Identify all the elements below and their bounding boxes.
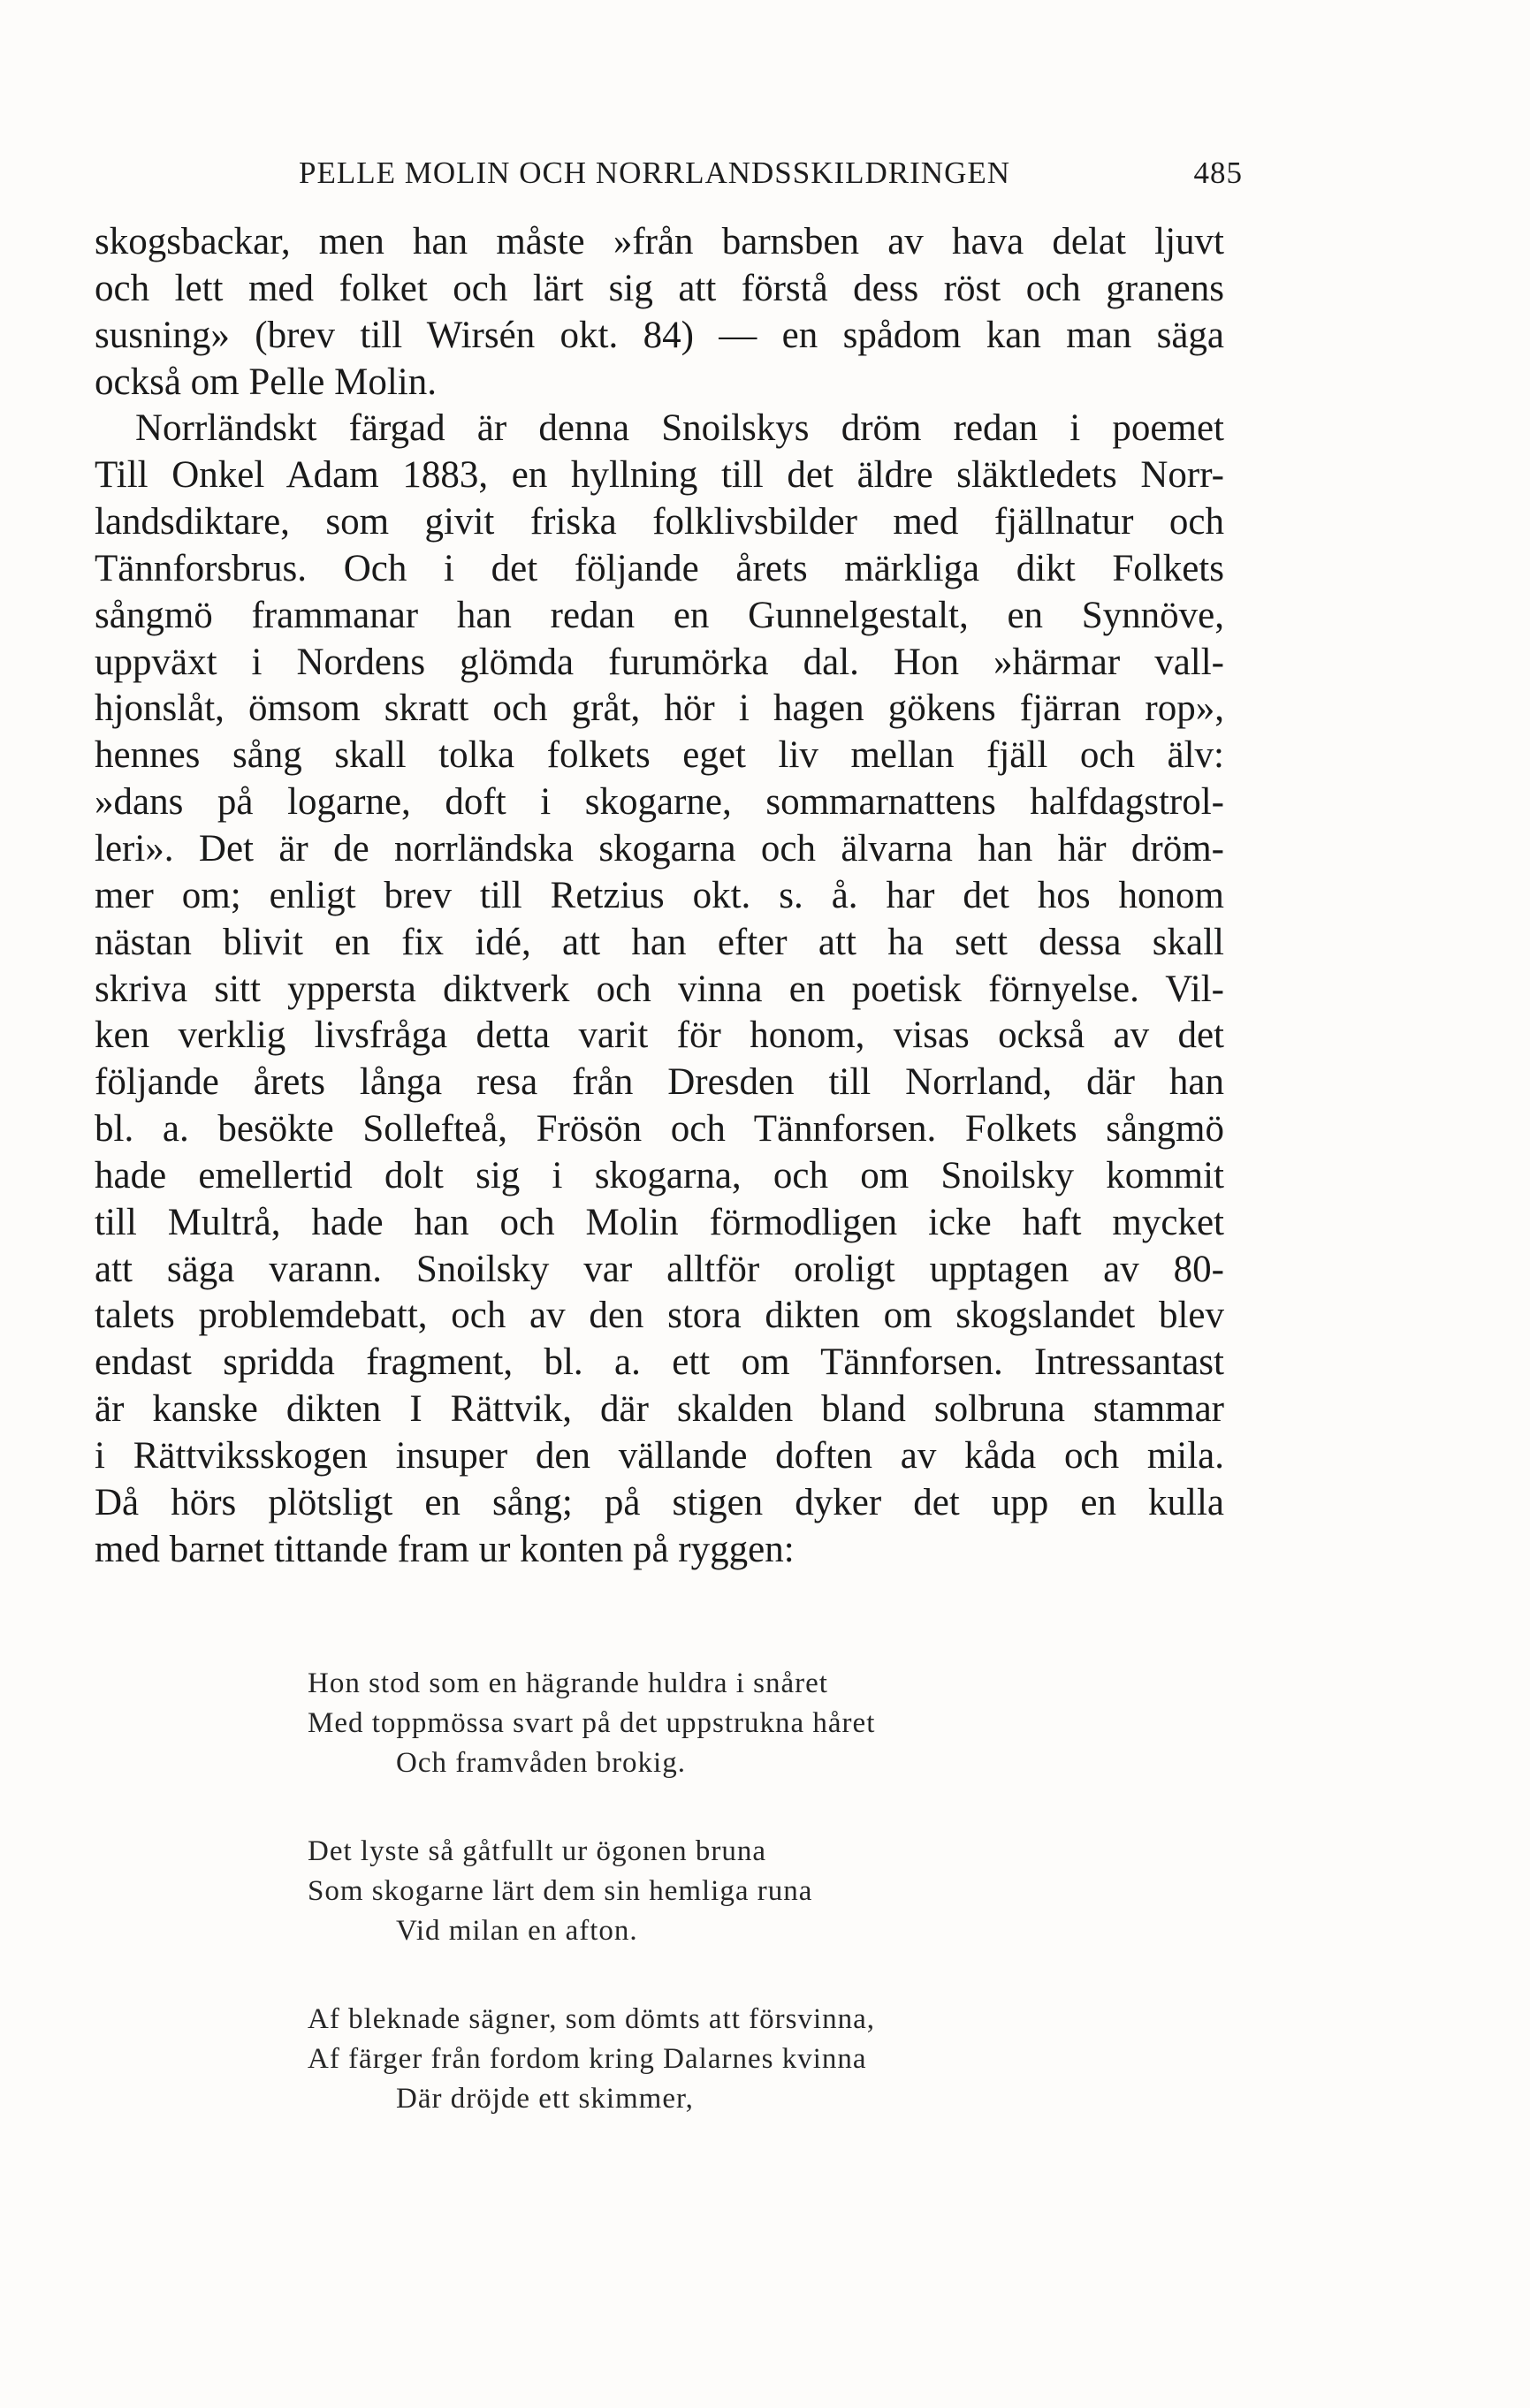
text-line: susning» (brev till Wirsén okt. 84) — en spådom kan man säga	[95, 314, 1224, 356]
text-line: också om Pelle Molin.	[95, 361, 437, 403]
poem-line: Det lyste så gåtfullt ur ögonen bruna	[308, 1835, 767, 1867]
poem-line: Som skogarne lärt dem sin hemliga runa	[308, 1875, 813, 1907]
text-line: är kanske dikten I Rättvik, där skalden bland solbruna stammar	[95, 1388, 1224, 1431]
text-line: landsdiktare, som givit friska folklivsbilder med fjällnatur och	[95, 501, 1224, 543]
text-line: ken verklig livsfråga detta varit för honom, visas också av det	[95, 1014, 1224, 1057]
poem-line: Vid milan en afton.	[396, 1915, 638, 1947]
text-line: med barnet tittande fram ur konten på ryggen:	[95, 1528, 795, 1570]
text-line: sångmö frammanar han redan en Gunnelgestalt, en Synnöve,	[95, 594, 1224, 636]
running-title: PELLE MOLIN OCH NORRLANDSSKILDRINGEN	[299, 156, 1011, 190]
text-line: uppväxt i Nordens glömda furumörka dal. Hon »härmar vall-	[95, 641, 1224, 683]
text-line: skogsbackar, men han måste »från barnsben av hava delat ljuvt	[95, 221, 1224, 262]
poem-line: Och framvåden brokig.	[396, 1747, 686, 1779]
text-line: skriva sitt yppersta diktverk och vinna en poetisk förnyelse. Vil-	[95, 968, 1224, 1010]
poem-line: Med toppmössa svart på det uppstrukna håret	[308, 1707, 876, 1739]
poem-quotation	[308, 1664, 875, 2168]
text-line: hade emellertid dolt sig i skogarna, och om Snoilsky kommit	[95, 1154, 1224, 1196]
text-line: talets problemdebatt, och av den stora dikten om skogslandet blev	[95, 1295, 1224, 1337]
text-line: hennes sång skall tolka folkets eget liv mellan fjäll och älv:	[95, 734, 1224, 777]
text-line: bl. a. besökte Sollefteå, Frösön och Tännforsen. Folkets sångmö	[95, 1108, 1224, 1151]
text-line: i Rättviksskogen insuper den vällande doften av kåda och mila.	[95, 1434, 1224, 1477]
text-line: Till Onkel Adam 1883, en hyllning till det äldre släktledets Norr-	[95, 454, 1224, 497]
text-line: nästan blivit en fix idé, att han efter att ha sett dessa skall	[95, 921, 1224, 963]
body-text	[95, 219, 1224, 1573]
poem-line: Där dröjde ett skimmer,	[396, 2083, 694, 2115]
poem-line: Af bleknade sägner, som dömts att försvinna,	[308, 2003, 876, 2035]
poem-stanza	[308, 1664, 875, 1783]
text-line: och lett med folket och lärt sig att förstå dess röst och granens	[95, 267, 1224, 309]
text-line: Då hörs plötsligt en sång; på stigen dyker det upp en kulla	[95, 1481, 1224, 1523]
page-header	[131, 156, 1243, 200]
poem-line: Hon stod som en hägrande huldra i snåret	[308, 1667, 828, 1699]
text-line: att säga varann. Snoilsky var alltför oroligt upptagen av 80-	[95, 1248, 1224, 1290]
text-line: leri». Det är de norrländska skogarna och älvarna han här dröm-	[95, 827, 1224, 870]
text-line: endast spridda fragment, bl. a. ett om Tännforsen. Intressantast	[95, 1341, 1224, 1384]
text-line: till Multrå, hade han och Molin förmodligen icke haft mycket	[95, 1201, 1224, 1243]
text-line: mer om; enligt brev till Retzius okt. s. å. har det hos honom	[95, 874, 1224, 916]
poem-stanza	[308, 1832, 875, 1951]
poem-stanza	[308, 2000, 875, 2119]
text-line: följande årets långa resa från Dresden till Norrland, där han	[95, 1061, 1224, 1104]
text-line: Tännforsbrus. Och i det följande årets märkliga dikt Folkets	[95, 547, 1224, 589]
poem-line: Af färger från fordom kring Dalarnes kvinna	[308, 2043, 867, 2075]
text-line: hjonslåt, ömsom skratt och gråt, hör i hagen gökens fjärran rop»,	[95, 687, 1224, 730]
text-line: »dans på logarne, doft i skogarne, sommarnattens halfdagstrol-	[95, 781, 1224, 824]
page-number: 485	[1193, 156, 1243, 190]
text-line: Norrländskt färgad är denna Snoilskys dröm redan i poemet	[135, 407, 1224, 450]
